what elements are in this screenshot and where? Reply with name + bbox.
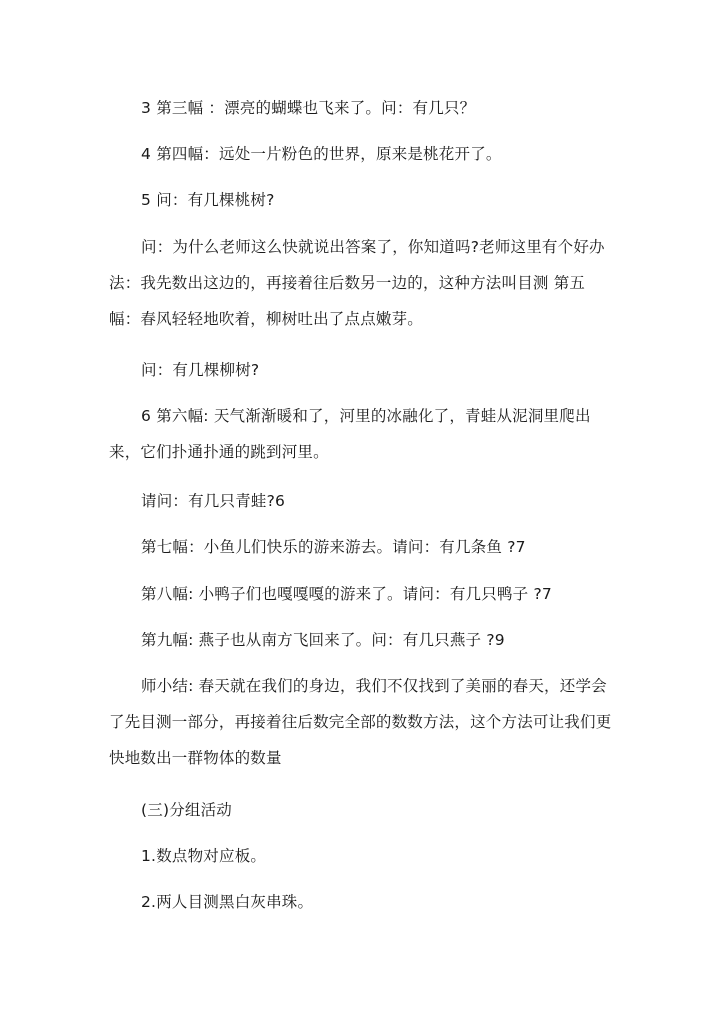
paragraph-14: 2.两人目测黑白灰串珠。	[141, 893, 314, 911]
paragraph-11: 师小结: 春天就在我们的身边，我们不仅找到了美丽的春天，还学会了先目测一部分，再接着往后数完全部的数数方法，这个方法可让我们更快地数出一群物体的数量	[109, 677, 612, 767]
paragraph-8: 第七幅：小鱼儿们快乐的游来游去。请问：有几条鱼 ?7	[141, 538, 526, 556]
paragraph-12: (三)分组活动	[141, 801, 232, 819]
paragraph-4: 问：为什么老师这么快就说出答案了，你知道吗?老师这里有个好办法：我先数出这边的，再接着往后数另一边的，这种方法叫目测 第五幅：春风轻轻地吹着，柳树吐出了点点嫩芽。	[109, 238, 605, 328]
paragraph-9: 第八幅: 小鸭子们也嘎嘎嘎的游来了。请问：有几只鸭子 ?7	[141, 585, 552, 603]
paragraph-6: 6 第六幅: 天气渐渐暖和了，河里的冰融化了，青蛙从泥洞里爬出来，它们扑通扑通的跳到河里。	[109, 407, 591, 461]
paragraph-3: 5 问：有几棵桃树?	[141, 191, 275, 209]
paragraph-1: 3 第三幅 ：漂亮的蝴蝶也飞来了。问：有几只？	[141, 99, 476, 117]
paragraph-10: 第九幅: 燕子也从南方飞回来了。问：有几只燕子 ?9	[141, 631, 505, 649]
paragraph-2: 4 第四幅：远处一片粉色的世界，原来是桃花开了。	[141, 145, 502, 163]
paragraph-13: 1.数点物对应板。	[141, 847, 267, 865]
paragraph-7: 请问：有几只青蛙?6	[141, 492, 286, 510]
paragraph-5: 问：有几棵柳树?	[141, 361, 260, 379]
